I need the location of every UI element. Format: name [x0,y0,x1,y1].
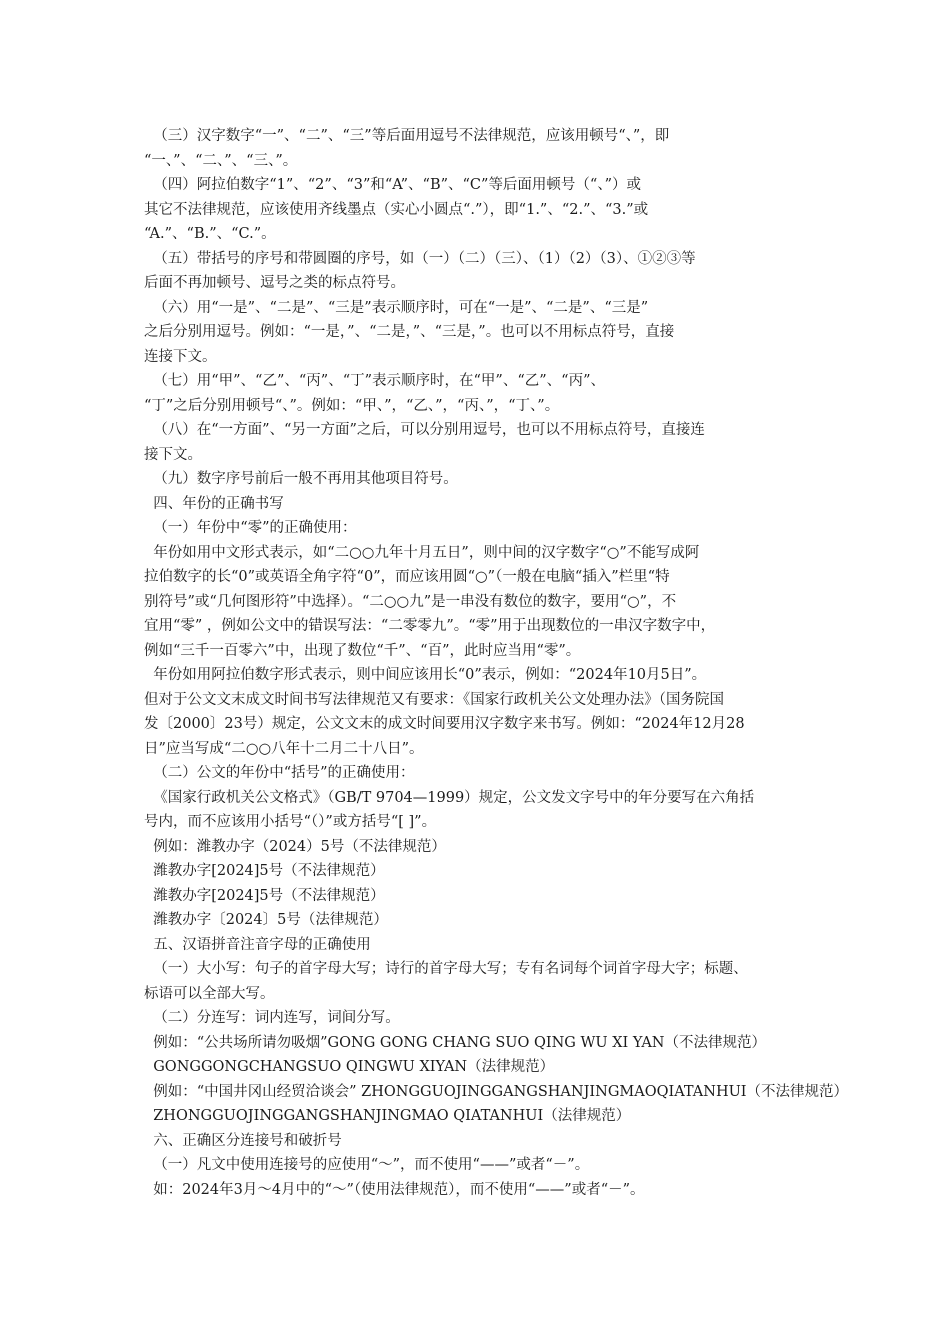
text-line: 《国家行政机关公文格式》（GB/T 9704—1999）规定，公文发文字号中的年分要写在六角括 [144,789,755,806]
document-body [144,124,849,1202]
section-heading: 六、正确区分连接号和破折号 [144,1132,342,1149]
text-line: “A.”、“B.”、“C.”。 [144,226,276,242]
text-line: 年份如用阿拉伯数字形式表示，则中间应该用长“0”表示，例如：“2024年10月5日”。 [144,667,707,683]
text-line: 潍教办字〔2024〕5号（法律规范） [144,912,388,928]
text-line: （一）年份中“零”的正确使用： [144,520,357,536]
text-line: GONGGONGCHANGSUO QINGWU XIYAN（法律规范） [144,1059,555,1075]
text-line: ZHONGGUOJINGGANGSHANJINGMAO QIATANHUI（法律规范） [144,1108,631,1124]
text-line: 潍教办字[2024]5号（不法律规范） [144,887,385,904]
text-line: 后面不再加顿号、逗号之类的标点符号。 [144,275,405,291]
text-line: 潍教办字[2024]5号（不法律规范） [144,863,385,879]
text-line: 日”应当写成“二○○八年十二月二十八日”。 [144,740,424,757]
text-line: 连接下文。 [144,348,217,365]
text-line: （二）公文的年份中“括号”的正确使用： [144,765,415,781]
text-line: （二）分连写：词内连写，词间分写。 [144,1010,400,1026]
text-line: “一、”、“二、”、“三、”。 [144,152,298,169]
text-line: 例如“三千一百零六”中，出现了数位“千”、“百”，此时应当用“零”。 [144,642,581,659]
text-line: 之后分别用逗号。例如：“一是，”、“二是，”、“三是，”。也可以不用标点符号，直接 [144,324,675,340]
text-line: 例如：“中国井冈山经贸洽谈会” ZHONGGUOJINGGANGSHANJINGMAOQIATANHUI（不法律规范） [144,1083,849,1100]
text-line: “丁”之后分别用顿号“、”。例如：“甲、”，“乙、”，“丙、”，“丁、”。 [144,397,560,414]
section-heading: 五、汉语拼音注音字母的正确使用 [144,936,371,953]
text-line: （五）带括号的序号和带圆圈的序号，如（一）（二）（三）、（1）（2）（3）、①②③等 [144,250,696,267]
text-line: 别符号”或“几何图形符”中选择）。“二○○九”是一串没有数位的数字，要用“○”，不 [144,593,677,610]
text-line: （四）阿拉伯数字“1”、“2”、“3”和“A”、“B”、“C”等后面用顿号（“、”）或 [144,177,642,193]
text-line: （六）用“一是”、“二是”、“三是”表示顺序时，可在“一是”、“二是”、“三是” [144,299,649,316]
text-line: 年份如用中文形式表示，如“二○○九年十月五日”，则中间的汉字数字“○”不能写成阿 [144,544,700,561]
text-line: 号内，而不应该用小括号“（）”或方括号“[ ]”。 [144,814,437,830]
text-line: 接下文。 [144,446,202,463]
text-line: 例如：潍教办字（2024）5号（不法律规范） [144,838,446,855]
text-line: （三）汉字数字“一”、“二”、“三”等后面用逗号不法律规范，应该用顿号“、”，即 [144,128,670,144]
text-line: （八）在“一方面”、“另一方面”之后，可以分别用逗号，也可以不用标点符号，直接连 [144,422,705,438]
text-line: 其它不法律规范，应该使用齐线墨点（实心小圆点“.”），即“1.”、“2.”、“3.”或 [144,201,649,218]
text-line: 如：2024年3月～4月中的“～”（使用法律规范），而不使用“——”或者“－”。 [144,1181,645,1198]
text-line: 宜用“零” ，例如公文中的错误写法：“二零零九”。“零”用于出现数位的一串汉字数字中， [144,618,716,634]
text-line: 拉伯数字的长“0”或英语全角字符“0”，而应该用圆“○”（一般在电脑“插入”栏里“特 [144,569,670,585]
text-line: （一）凡文中使用连接号的应使用“～”，而不使用“——”或者“－”。 [144,1157,590,1173]
text-line: 标语可以全部大写。 [144,985,275,1002]
text-line: 发〔2000〕23号）规定，公文文末的成文时间要用汉字数字来书写。例如：“2024年12月28 [144,716,745,732]
text-line: （七）用“甲”、“乙”、“丙”、“丁”表示顺序时，在“甲”、“乙”、“丙”、 [144,373,605,389]
text-line: 但对于公文文末成文时间书写法律规范又有要求：《国家行政机关公文处理办法》（国务院国 [144,691,724,708]
section-heading: 四、年份的正确书写 [144,495,284,512]
text-line: （一）大小写：句子的首字母大写；诗行的首字母大写；专有名词每个词首字母大字；标题、 [144,961,748,977]
text-line: （九）数字序号前后一般不再用其他项目符号。 [144,471,458,487]
text-line: 例如：“公共场所请勿吸烟”GONG GONG CHANG SUO QING WU XI YAN（不法律规范） [144,1034,766,1051]
